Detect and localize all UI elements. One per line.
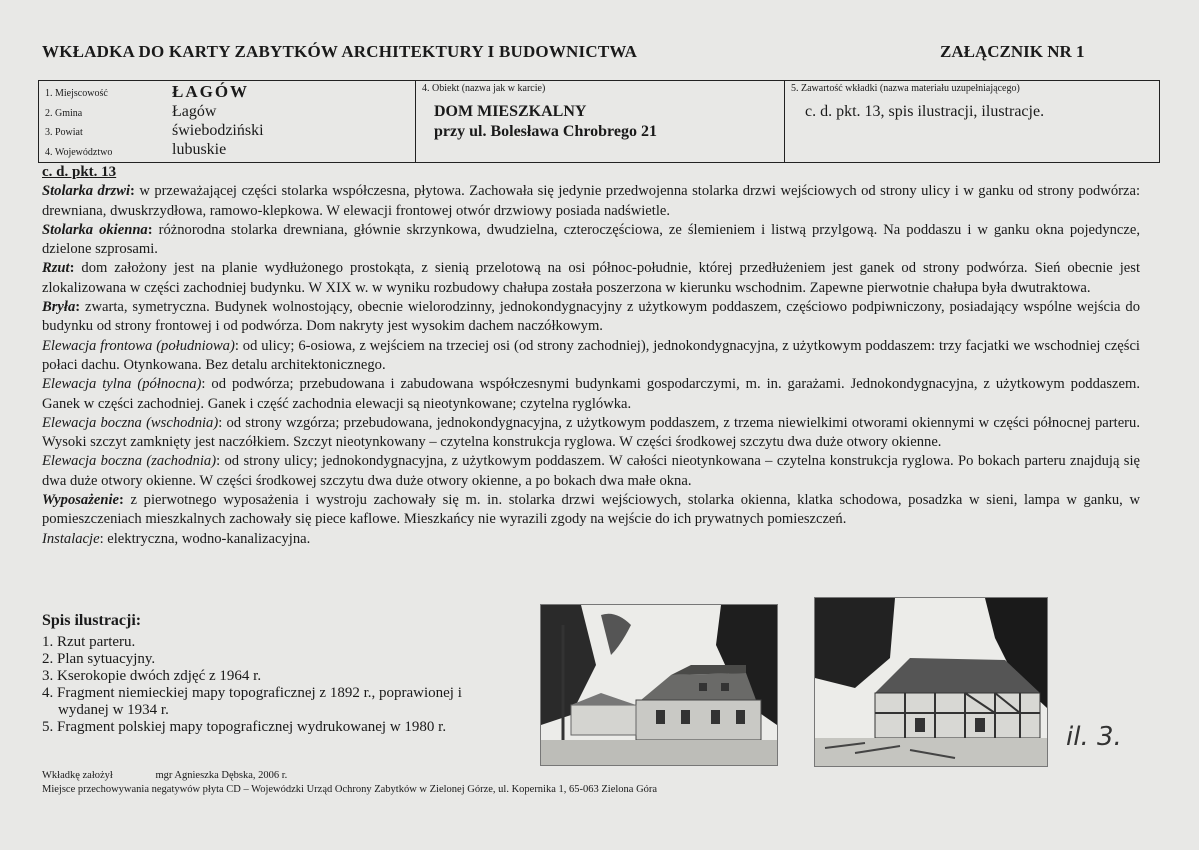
storage-line: Miejsce przechowywania negatywów płyta CD – Wojewódzki Urząd Ochrony Zabytków w Zielonej Górze, ul. Kopernika 1, 65-063 Zielona Góra <box>42 784 658 795</box>
description-paragraph <box>42 530 1140 549</box>
paragraph-text: od podwórza; przebudowana i zabudowana współczesnymi budynkami gospodarczymi, m. in. garażami. Jednokondygnacyjna, z użytkowym poddaszem. Ganek w części zachodniej. Ganek i część zachodnia elewacji są nieotynkowane; czytelna ryglówka. <box>42 376 1140 412</box>
description-paragraph <box>42 182 1140 221</box>
info-table <box>38 80 1160 163</box>
illustrations-title: Spis ilustracji: <box>42 612 142 629</box>
paragraph-label: Elewacja boczna (wschodnia) <box>42 414 219 431</box>
author-label: Wkładkę założył <box>42 770 113 781</box>
description-paragraph <box>42 221 1140 260</box>
paragraph-text: od ulicy; 6-osiowa, z wejściem na trzeciej osi (od strony zachodniej), jednokondygnacyjna, z użytkowym poddaszem: trzy facjatki we wschodniej części połaci dachu. Otynkowana. Bez detalu architektonicznego. <box>42 337 1140 373</box>
description-paragraph <box>42 491 1140 530</box>
annex-number: ZAŁĄCZNIK NR 1 <box>940 42 1085 61</box>
commune-value: Łagów <box>172 103 217 120</box>
paragraph-text: elektryczna, wodno-kanalizacyjna. <box>103 530 311 547</box>
description-paragraph <box>42 414 1140 453</box>
paragraph-text: z pierwotnego wyposażenia i wystroju zachowały się m. in. stolarka drzwi wejściowych, stolarka okienna, klatka schodowa, posadzka w sieni, lampa w ganku, w pomieszczeniach mieszkalnych zachowały się piece kaflowe. Mieszkańcy nie wyrazili zgody na wejście do ich prywatnych pomieszczeń. <box>42 492 1140 528</box>
description-paragraph <box>42 337 1140 376</box>
paragraph-text: od strony ulicy; jednokondygnacyjna, z użytkowym poddaszem. W całości nieotynkowana – czytelna konstrukcja ryglowa. Po bokach parteru znajdują się dwa duże otwory okienne. W części środkowej szczytu dwa duże otwory okienne, a po bokach dwa małe okna. <box>42 453 1140 489</box>
description-paragraph <box>42 375 1140 414</box>
description-paragraph <box>42 452 1140 491</box>
author-line <box>42 770 287 781</box>
list-item: 1. Rzut parteru. <box>42 634 136 650</box>
paragraph-text: dom założony jest na planie wydłużonego prostokąta, z sienią przelotową na osi północ-południe, której przedłużeniem jest ganek od strony podwórza. Sień obecnie jest zlokalizowana w części zachodniej budynku. W XIX w. w wyniku rozbudowy chałupa została poszerzona w kierunku wschodnim. Zapewne pierwotnie chałupa była dwutraktowa. <box>42 260 1140 296</box>
paragraph-label: Instalacje <box>42 530 100 547</box>
paragraph-label: Bryła <box>42 299 76 316</box>
content-label: 5. Zawartość wkładki (nazwa materiału uzupełniającego) <box>791 83 1020 94</box>
paragraph-label: Elewacja tylna (północna) <box>42 376 202 393</box>
paragraph-label: Wyposażenie <box>42 492 120 509</box>
content-cell <box>785 81 1160 163</box>
content-value: c. d. pkt. 13, spis ilustracji, ilustracje. <box>805 103 1045 120</box>
town-label: 1. Miejscowość <box>45 88 108 99</box>
county-value: świebodziński <box>172 122 264 139</box>
paragraph-label: Rzut <box>42 260 70 277</box>
county-label: 3. Powiat <box>45 127 83 138</box>
voivodeship-label: 4. Województwo <box>45 147 113 158</box>
paragraph-separator: : <box>69 260 75 277</box>
document-title: WKŁADKA DO KARTY ZABYTKÓW ARCHITEKTURY I BUDOWNICTWA <box>42 42 638 61</box>
illustrations-list <box>42 634 462 736</box>
list-item: 2. Plan sytuacyjny. <box>42 651 156 667</box>
paragraph-text: od strony wzgórza; przebudowana, jednokondygnacyjna, z użytkowym poddaszem, z trzema niewielkimi otworami okiennymi w części północnej parteru. Wysoki szczyt zamknięty jest naczółkiem. Szczyt nieotynkowany – czytelna konstrukcja ryglowa. W części środkowej szczytu dwa duże otwory okienne. <box>42 414 1140 451</box>
handwritten-annotation: il. 3. <box>1066 722 1122 752</box>
paragraph-separator: : <box>119 492 124 509</box>
section-heading: c. d. pkt. 13 <box>42 164 117 180</box>
paragraph-separator: : <box>99 530 104 547</box>
paragraph-text: różnorodna stolarka drewniana, głównie skrzynkowa, dwudzielna, czteroczęściowa, ze ślemieniem i listwą przylgową. Na poddaszu i w ganku okna pojedyncze, dzielone szprosami. <box>42 221 1140 258</box>
object-address: przy ul. Bolesława Chrobrego 21 <box>434 123 657 140</box>
historic-photo-front <box>540 604 778 766</box>
location-cell <box>39 81 416 163</box>
description-body <box>42 163 1140 549</box>
paragraph-separator: : <box>218 414 223 431</box>
paragraph-separator: : <box>130 183 135 200</box>
paragraph-label: Stolarka drzwi <box>42 183 131 200</box>
historic-photo-courtyard <box>814 597 1048 767</box>
paragraph-separator: : <box>147 221 153 238</box>
description-paragraph <box>42 298 1140 337</box>
list-item: 4. Fragment niemieckiej mapy topograficznej z 1892 r., poprawionej i wydanej w 1934 r. <box>42 685 462 718</box>
paragraph-separator: : <box>75 299 81 316</box>
object-cell <box>416 81 785 163</box>
paragraph-separator: : <box>201 376 206 393</box>
paragraph-separator: : <box>216 453 221 470</box>
paragraph-label: Elewacja boczna (zachodnia) <box>42 453 217 470</box>
paragraph-label: Elewacja frontowa (południowa) <box>42 337 235 354</box>
voivodeship-value: lubuskie <box>172 141 227 158</box>
paragraph-label: Stolarka okienna <box>42 221 148 238</box>
paragraph-text: zwarta, symetryczna. Budynek wolnostojący, obecnie wielorodzinny, jednokondygnacyjny z użytkowym poddaszem, częściowo podpiwniczony, posiadający wspólne wejścia do budynku od strony frontowej i od podwórza. Dom nakryty jest wysokim dachem naczółkowym. <box>42 299 1140 335</box>
paragraph-text: w przeważającej części stolarka współczesna, płytowa. Zachowała się jedynie przedwojenna stolarka drzwi wejściowych od strony ulicy i w ganku od strony podwórza: drewniana, dwuskrzydłowa, ramowo-klepkowa. W elewacji frontowej otwór drzwiowy posiada nadświetle. <box>42 183 1141 219</box>
description-paragraphs <box>42 182 1140 549</box>
list-item: 5. Fragment polskiej mapy topograficznej wydrukowanej w 1980 r. <box>42 719 447 735</box>
list-item: 3. Kserokopie dwóch zdjęć z 1964 r. <box>42 668 262 684</box>
object-name: DOM MIESZKALNY <box>434 103 587 120</box>
author-name: mgr Agnieszka Dębska, 2006 r. <box>155 770 288 781</box>
paragraph-separator: : <box>234 337 239 354</box>
object-label: 4. Obiekt (nazwa jak w karcie) <box>422 83 546 94</box>
town-value: ŁAGÓW <box>172 82 250 101</box>
commune-label: 2. Gmina <box>45 108 83 119</box>
description-paragraph <box>42 259 1140 298</box>
